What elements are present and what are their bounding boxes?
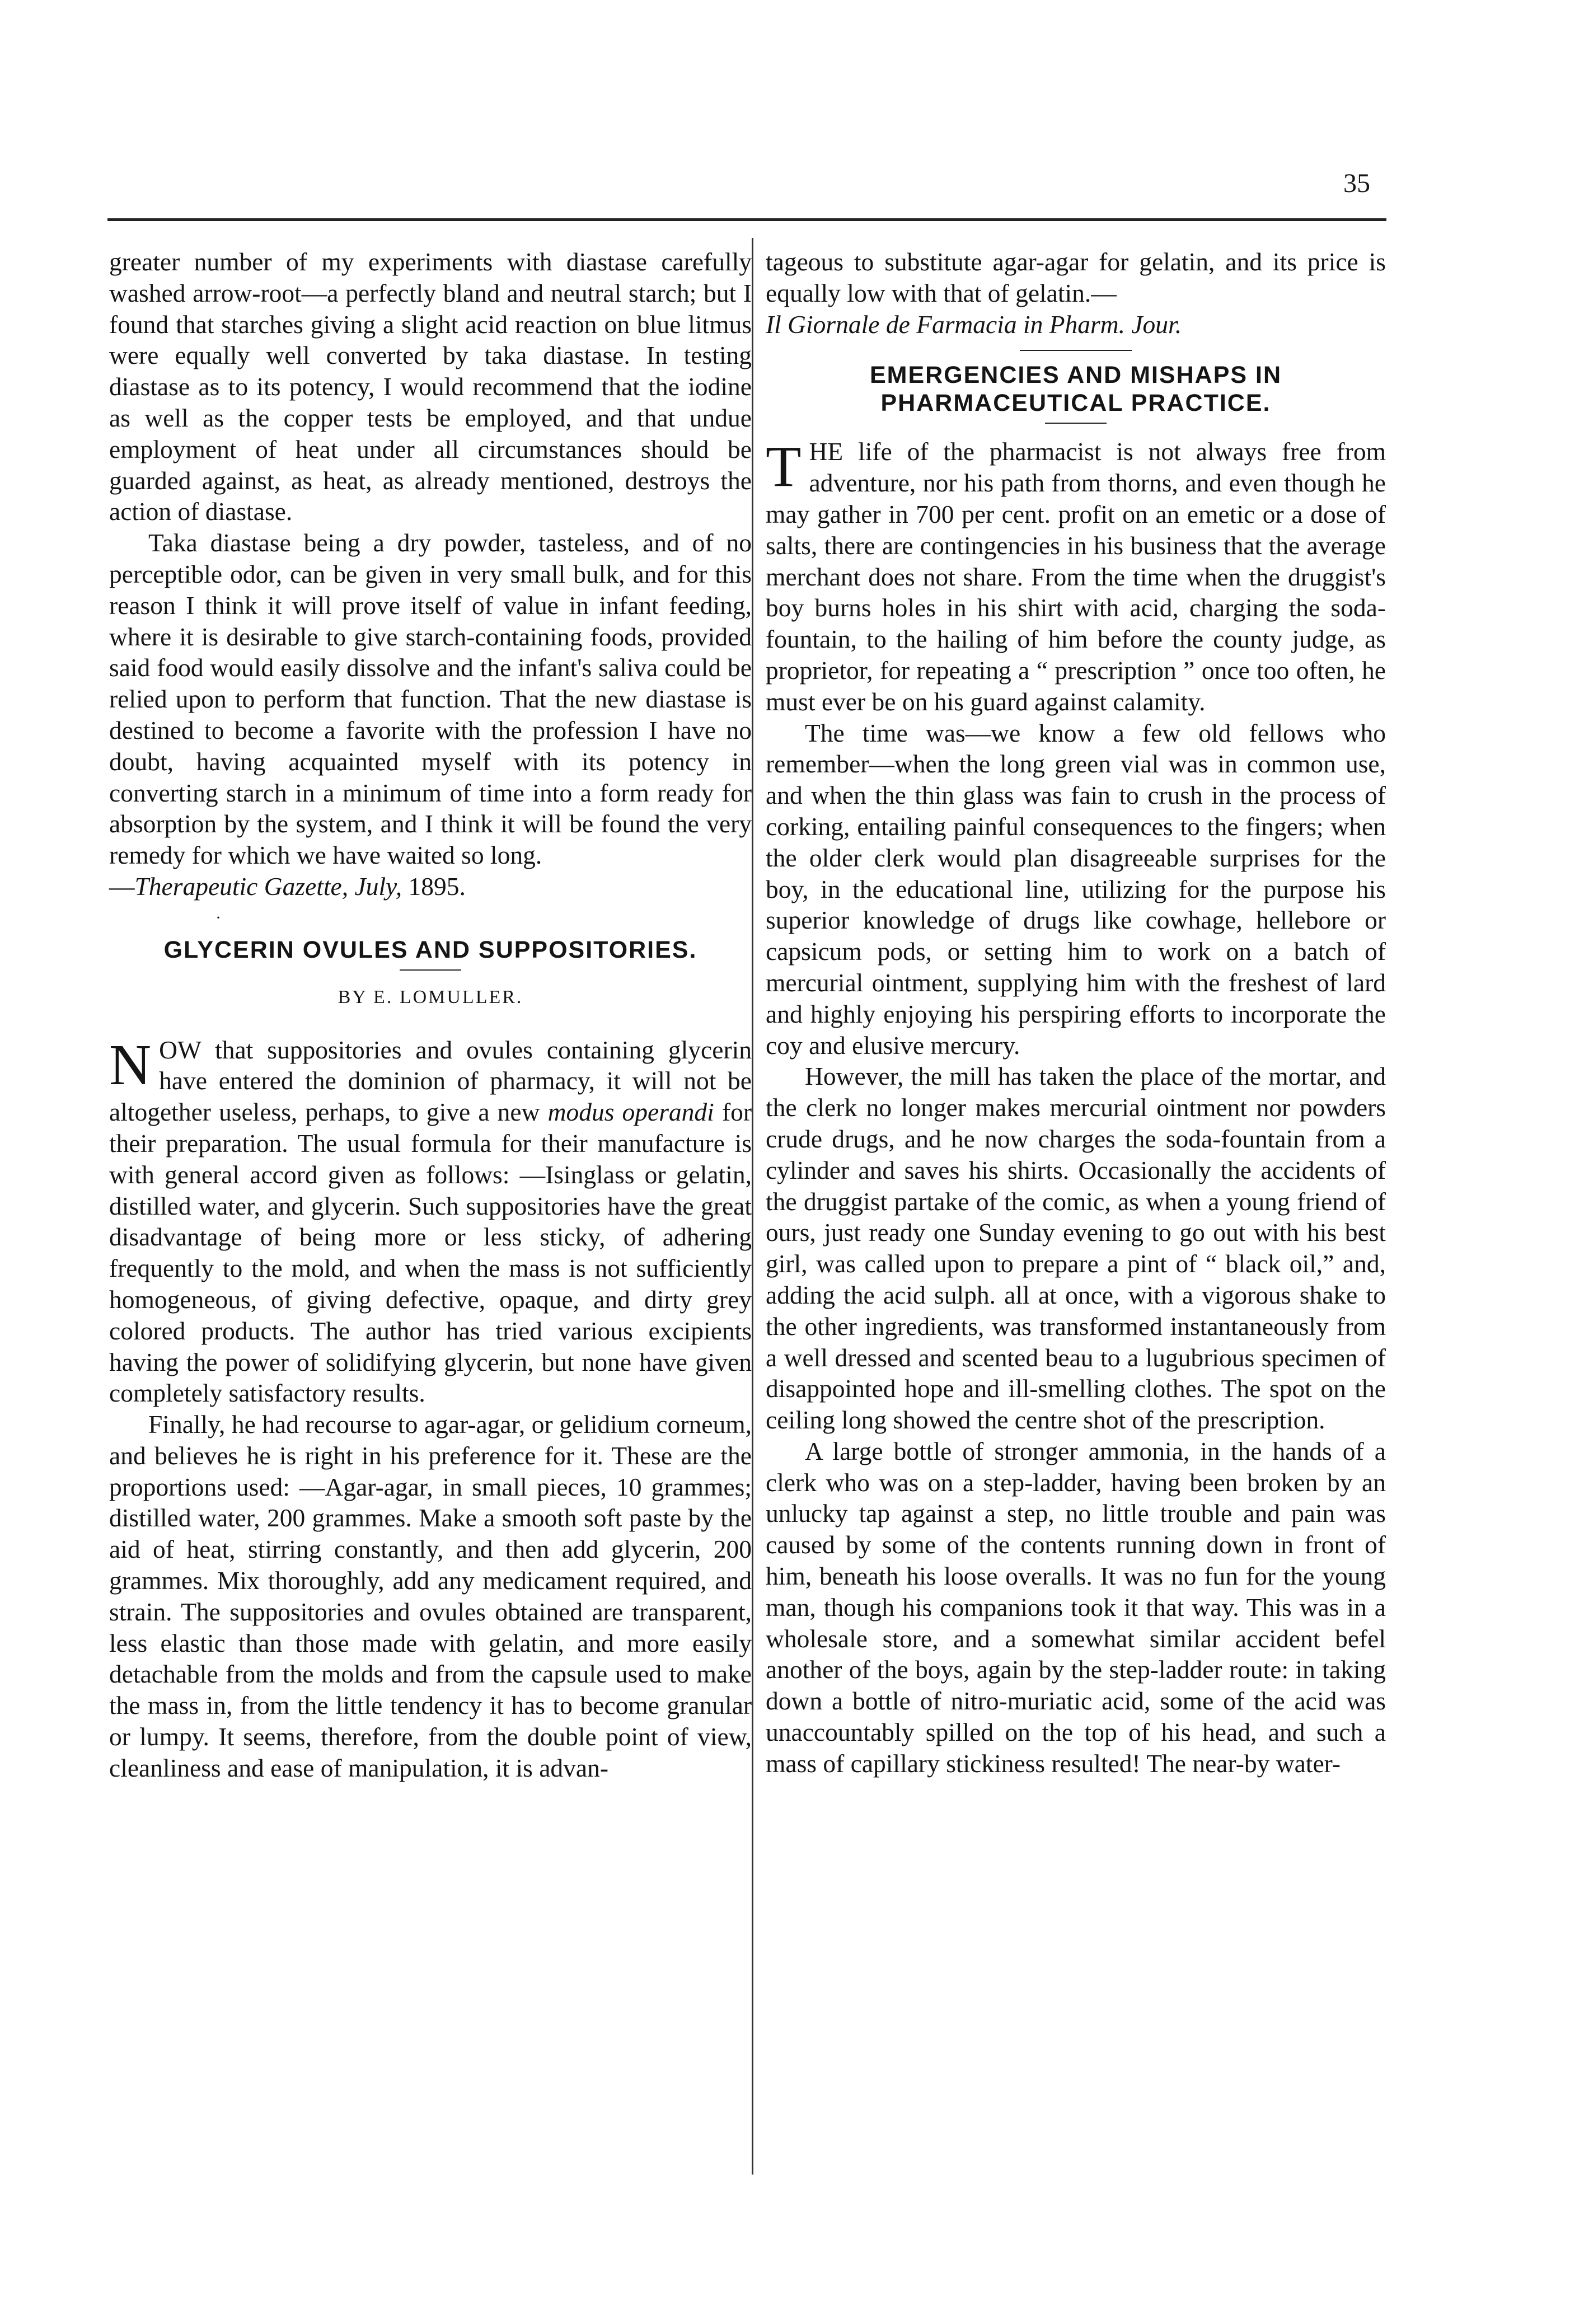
article-body-paragraph: However, the mill has taken the place of the mortar, and the clerk no longer makes mercurial ointment nor powders crude drugs, and he now charges the soda-fountain from a cylinder and saves his shirts. Occasionally the accidents of the druggist partake of the comic, as when a young friend of ours, just ready one Sunday evening to go out with his best girl, was called upon to prepare a pint of “ black oil,” and, adding the acid sulph. all at once, with a vigorous shake to the other ingredients, was transformed instantaneously from a well dressed and scented beau to a lugubrious specimen of disappointed hope and ill-smelling clothes. The spot on the ceiling long showed the centre shot of the prescription.: [766, 1062, 1386, 1435]
body-text: tageous to substitute agar-agar for gelatin, and its price is equally low with that of gelatin.—: [766, 247, 1386, 307]
continued-paragraph: [766, 246, 1386, 340]
article-body-paragraph: A large bottle of stronger ammonia, in the hands of a clerk who was on a step-ladder, having been broken by an unlucky tap against a step, no little trouble and pain was caused by some of the contents running down in front of him, beneath his loose overalls. It was no fun for the young man, though his companions took it that way. This was in a wholesale store, and a somewhat similar accident befel another of the boys, again by the step-ladder route: in taking down a bottle of nitro-muriatic acid, some of the acid was unaccountably spilled on the top of his head, and such a mass of capillary stickiness resulted! The near-by water-: [766, 1436, 1386, 1778]
column-divider: [752, 238, 753, 2175]
page-number: 35: [1343, 168, 1370, 198]
left-column: [109, 246, 752, 1784]
body-text: for their preparation. The usual formula for their manufacture is with general accord given as follows: —Isinglass or gelatin, distilled water, and glycerin. Such suppositories have the great disadvantage of being more or less sticky, of adhering frequently to the mold, and when the mass is not sufficiently homogeneous, of giving defective, opaque, and dirty grey colored products. The author has tried various excipients having the power of solidifying glycerin, but none have given completely satisfactory results.: [109, 1098, 752, 1408]
body-paragraph: Taka diastase being a dry powder, tasteless, and of no perceptible odor, can be given in very small bulk, and for this reason I think it will prove itself of value in infant feeding, where it is desirable to give starch-containing foods, provided said food would easily dissolve and the infant's saliva could be relied upon to perform that function. That the new diastase is destined to become a favorite with the profession I have no doubt, having acquainted myself with its potency in converting starch in a minimum of time into a form ready for absorption by the system, and I think it will be found the very remedy for which we have waited so long.: [109, 528, 752, 870]
citation-source: Il Giornale de Farmacia in Pharm. Jour.: [766, 310, 1182, 339]
title-rule: [1045, 423, 1107, 424]
body-text: OW that suppositories and ovules containing glycerin have entered the dominion of pharmacy, it will not be altogether useless, perhaps, to give a new: [109, 1035, 752, 1127]
drop-cap: N: [109, 1032, 152, 1097]
citation-dash: —: [109, 872, 135, 901]
article-title: GLYCERIN OVULES AND SUPPOSITORIES.: [163, 936, 697, 963]
article-body-paragraph: [766, 436, 1386, 717]
drop-cap: T: [766, 434, 802, 499]
article-body-paragraph: Finally, he had recourse to agar-agar, or gelidium corneum, and believes he is right in his preference for it. These are the proportions used: —Agar-agar, in small pieces, 10 grammes; distilled water, 200 grammes. Make a smooth soft paste by the aid of heat, stirring constantly, and then add glycerin, 200 grammes. Mix thoroughly, add any medicament required, and strain. The suppositories and ovules obtained are transparent, less elastic than those made with gelatin, and more easily detachable from the molds and from the capsule used to make the mass in, from the little tendency it has to become granular or lumpy. It seems, therefore, from the double point of view, cleanliness and ease of manipulation, it is advan-: [109, 1410, 752, 1782]
title-rule: [400, 969, 461, 971]
decorative-dot: ·: [215, 908, 221, 927]
citation-source: Therapeutic Gazette, July,: [134, 872, 402, 901]
article-title: EMERGENCIES AND MISHAPS IN PHARMACEUTICAL PRACTICE.: [869, 362, 1282, 417]
citation: [109, 871, 752, 902]
article-body-paragraph: The time was—we know a few old fellows who remember—when the long green vial was in common use, and when the thin glass was fain to crush in the process of corking, entailing painful consequences to the fingers; when the older clerk would plan disagreeable surprises for the boy, in the educational line, utilizing for the purpose his superior knowledge of drugs like cowhage, hellebore or capsicum pods, or setting him to work on a batch of mercurial ointment, supplying him with the freshest of lard and highly enjoying his perspiring efforts to incorporate the coy and elusive mercury.: [766, 718, 1386, 1060]
citation-year: 1895.: [402, 872, 466, 901]
section-rule: [1020, 350, 1132, 351]
article-body-paragraph: [109, 1034, 752, 1409]
italic-phrase: modus operandi: [547, 1098, 714, 1127]
continued-paragraph: greater number of my experiments with diastase carefully washed arrow-root—a perfectly bland and neutral starch; but I found that starches giving a slight acid reaction on blue litmus were equally well converted by taka diastase. In testing diastase as to its potency, I would recommend that the iodine as well as the copper tests be employed, and that undue employment of heat under all circumstances should be guarded against, as heat, as already mentioned, destroys the action of diastase.: [109, 247, 752, 526]
byline: BY E. LOMULLER.: [338, 986, 523, 1008]
body-text: HE life of the pharmacist is not always free from adventure, nor his path from thorns, and even though he may gather in 700 per cent. profit on an emetic or a dose of salts, there are contingencies in his business that the average merchant does not share. From the time when the druggist's boy burns holes in his shirt with acid, charging the soda-fountain, to the hailing of him before the county judge, as proprietor, for repeating a “ prescription ” once too often, he must ever be on his guard against calamity.: [766, 437, 1386, 716]
header-rule: [107, 218, 1386, 221]
right-column: [766, 246, 1386, 1779]
